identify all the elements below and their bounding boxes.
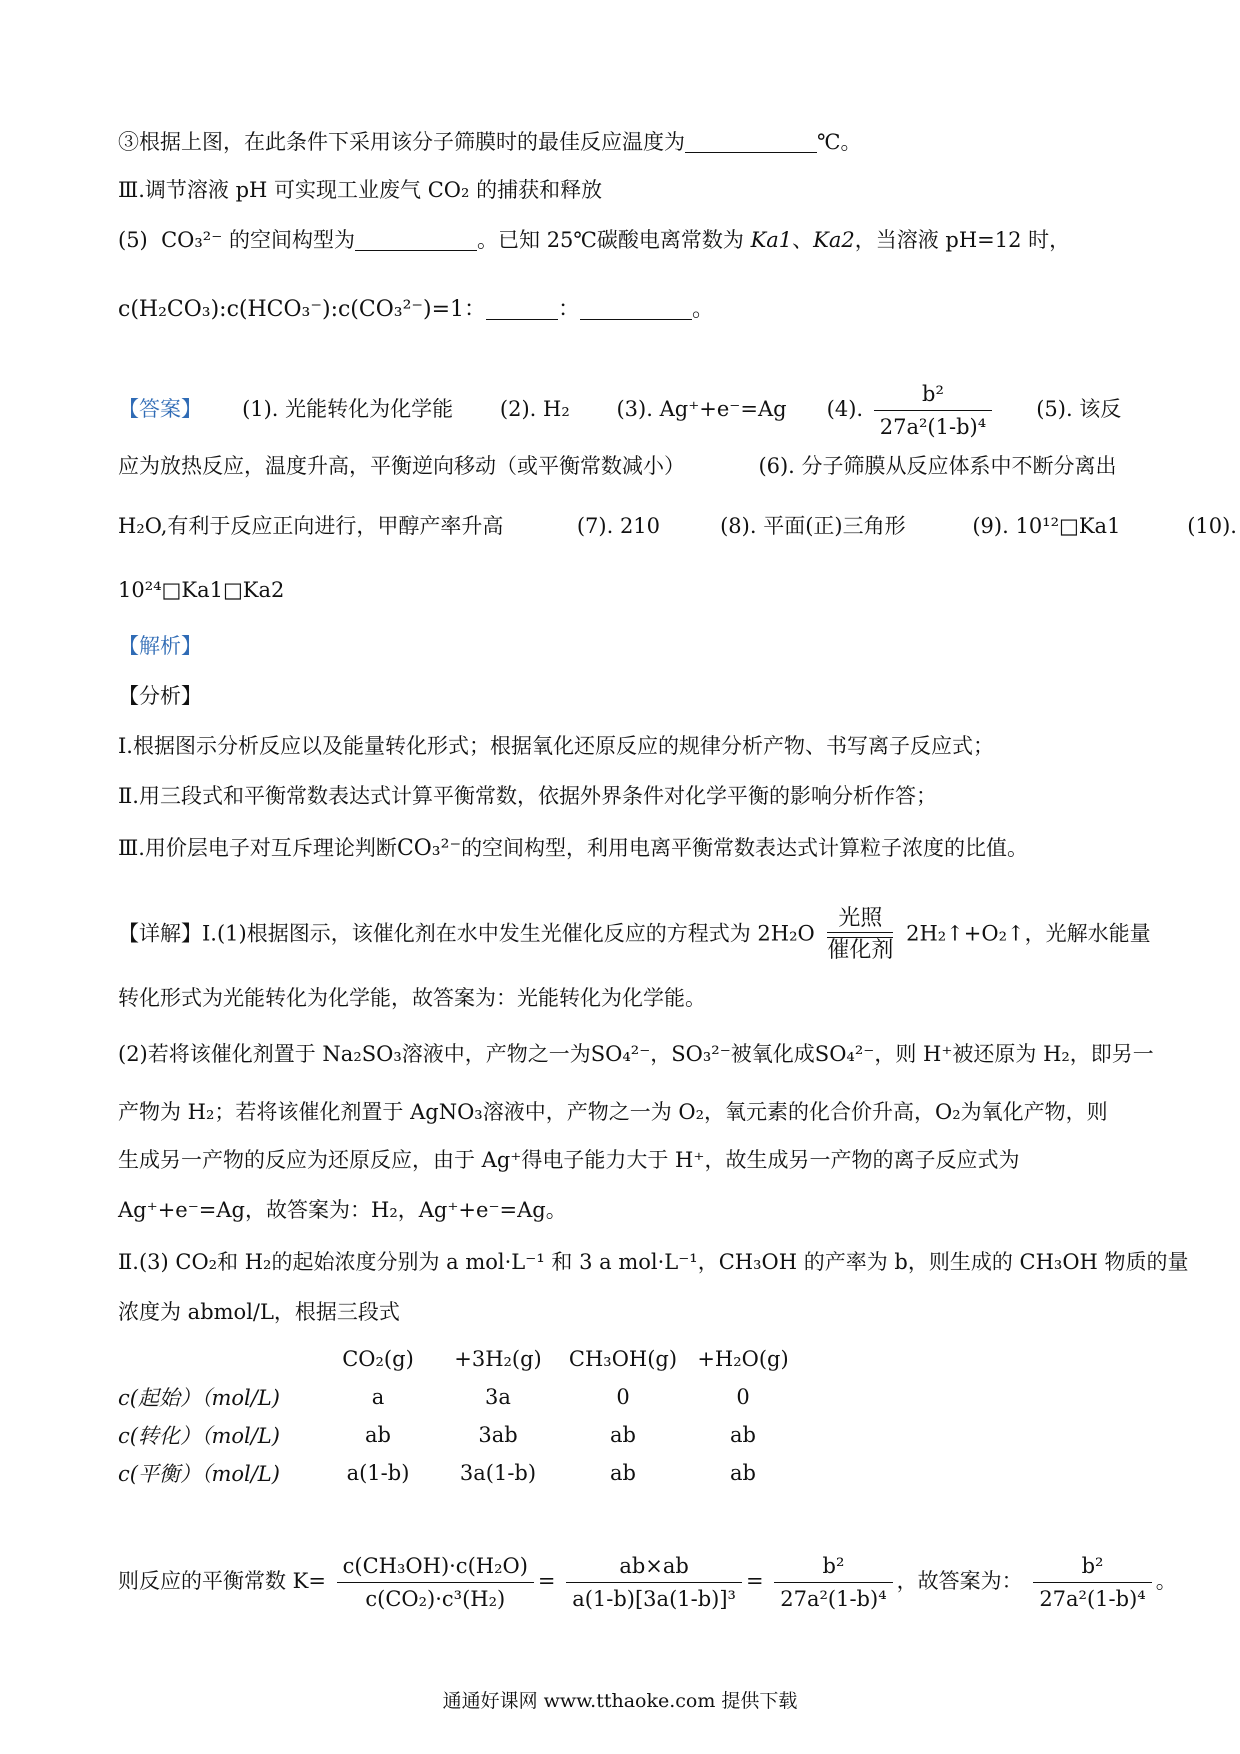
- table-cell: ab: [365, 1423, 391, 1447]
- table-cell: a: [371, 1385, 385, 1409]
- fraction-denominator: c(CO₂)·c³(H₂): [365, 1587, 506, 1611]
- table-header-cell: +3H₂(g): [454, 1347, 542, 1371]
- k-fraction-result: [774, 1552, 892, 1613]
- carbonate-species: CO₃²⁻: [396, 836, 462, 861]
- fraction-denominator: 27a²(1-b)⁴: [780, 1587, 887, 1611]
- row-label: c(转化）（mol/L): [118, 1424, 280, 1448]
- analysis-tag: 【解析】: [118, 634, 202, 658]
- detail-tag: 【详解】: [118, 921, 202, 946]
- table-cell: 0: [736, 1385, 750, 1409]
- table-header-cell: CH₃OH(g): [568, 1347, 678, 1371]
- detail-line-8: 浓度为 abmol/L，根据三段式: [118, 1300, 400, 1324]
- detail-text-1-end: 2H₂↑+O₂↑，光解水能量: [906, 921, 1151, 946]
- question-5-line: [118, 226, 1070, 254]
- table-cell: ab: [610, 1423, 636, 1447]
- ka2-symbol: Ka2: [813, 228, 855, 252]
- answer-3: (3). Ag⁺+e⁻=Ag: [616, 397, 787, 421]
- answer-blank: [685, 130, 817, 153]
- answer-line-1: [118, 380, 1121, 441]
- table-cell: 0: [616, 1385, 630, 1409]
- fraction-numerator: b²: [1033, 1552, 1151, 1583]
- answer-line-2: [118, 452, 1117, 480]
- table-header-cell: CO₂(g): [342, 1347, 414, 1371]
- question-3-unit: ℃。: [817, 130, 862, 154]
- section-3-heading: Ⅲ.调节溶液 pH 可实现工业废气 CO₂ 的捕获和释放: [118, 178, 603, 202]
- table-cell: 3a(1-b): [459, 1461, 537, 1485]
- question-5-text-3: ，当溶液 pH=12 时，: [854, 228, 1071, 252]
- answer-4-fraction: [874, 380, 992, 441]
- row-label: c(起始）（mol/L): [118, 1386, 280, 1410]
- equilibrium-mid: ，故答案为：: [896, 1569, 1023, 1593]
- answer-8: (8). 平面(正)三角形: [720, 514, 906, 538]
- fraction-numerator: b²: [774, 1552, 892, 1583]
- row-label: c(平衡）（mol/L): [118, 1462, 280, 1486]
- fraction-numerator: c(CH₃OH)·c(H₂O): [337, 1552, 534, 1583]
- answer-7: (7). 210: [576, 514, 661, 538]
- detail-line-1: [118, 906, 1151, 964]
- equilibrium-end: 。: [1155, 1569, 1177, 1593]
- table-row: [118, 1416, 798, 1454]
- ratio-end: 。: [692, 297, 715, 322]
- answer-6: (6). 分子筛膜从反应体系中不断分离出: [758, 454, 1117, 478]
- table-cell: ab: [730, 1423, 756, 1447]
- table-cell: 3ab: [478, 1423, 518, 1447]
- three-stage-table: [118, 1340, 798, 1492]
- answer-tag: 【答案】: [118, 397, 202, 421]
- ka1-symbol: Ka1: [750, 228, 793, 252]
- table-header-cell: [118, 1340, 318, 1378]
- fraction-denominator: 27a²(1-b)⁴: [1039, 1587, 1146, 1611]
- analysis-point-3-text-2: 的空间构型，利用电离平衡常数表达式计算粒子浓度的比值。: [461, 836, 1029, 860]
- separator: 、: [792, 228, 814, 252]
- detail-text-1: Ⅰ.(1)根据图示，该催化剂在水中发生光催化反应的方程式为 2H₂O: [202, 921, 815, 946]
- answer-10: (10).: [1187, 514, 1237, 538]
- answer-4: (4).: [826, 397, 864, 421]
- analysis-subheading: 【分析】: [118, 684, 202, 708]
- table-cell: a(1-b): [346, 1461, 410, 1485]
- answer-5: (5). 该反: [1036, 397, 1122, 421]
- detail-line-6: Ag⁺+e⁻=Ag，故答案为：H₂，Ag⁺+e⁻=Ag。: [118, 1198, 567, 1222]
- answer-blank: [355, 228, 477, 251]
- analysis-point-1: Ⅰ.根据图示分析反应以及能量转化形式；根据氧化还原反应的规律分析产物、书写离子反应式；: [118, 734, 994, 758]
- carbonate-species: CO₃²⁻: [161, 228, 223, 252]
- detail-line-4: 产物为 H₂；若将该催化剂置于 AgNO₃溶液中，产物之一为 O₂，氧元素的化合价升高，O₂为氧化产物，则: [118, 1100, 1108, 1124]
- question-5-number: (5): [118, 228, 148, 252]
- detail-line-3: (2)若将该催化剂置于 Na₂SO₃溶液中，产物之一为SO₄²⁻，SO₃²⁻被氧化成SO₄²⁻，则 H⁺被还原为 H₂，即另一: [118, 1042, 1154, 1066]
- question-3-line: [118, 128, 862, 156]
- table-row: [118, 1454, 798, 1492]
- answer-blank: [580, 297, 692, 320]
- fraction-denominator: a(1-b)[3a(1-b)]³: [572, 1587, 736, 1611]
- fraction-denominator: 27a²(1-b)⁴: [879, 415, 987, 439]
- ratio-line: [118, 296, 714, 324]
- table-header-cell: +H₂O(g): [697, 1347, 789, 1371]
- question-3-text: ③根据上图，在此条件下采用该分子筛膜时的最佳反应温度为: [118, 130, 685, 154]
- k-fraction-substituted: [566, 1552, 742, 1613]
- answer-5-continued: 应为放热反应，温度升高，平衡逆向移动（或平衡常数减小）: [118, 454, 685, 478]
- table-cell: ab: [730, 1461, 756, 1485]
- equilibrium-constant-line: 则反应的平衡常数 K= $\frac{\text{c(CH₃OH)·c(H₂O)}}{\text{c(CO₂)·c³(H₂)}}$ = $\frac{ab\times ab}{\text{a(1-b)[3a(1-b)]³}}$ = $\frac{\text{b²}}{\text{27a²(1-b)⁴}}$ ，故答案为： $\frac{\text{b²}}{\text{27a²(1-b)⁴}}$ 。: [118, 1554, 1177, 1611]
- ratio-expression: c(H₂CO₃):c(HCO₃⁻):c(CO₃²⁻)=1：: [118, 297, 487, 322]
- answer-1: (1). 光能转化为化学能: [242, 397, 454, 421]
- answer-blank: [486, 297, 558, 320]
- k-fraction-answer: [1033, 1552, 1151, 1613]
- reaction-arrow: [827, 906, 893, 964]
- detail-line-7: Ⅱ.(3) CO₂和 H₂的起始浓度分别为 a mol·L⁻¹ 和 3 a mol·L⁻¹，CH₃OH 的产率为 b，则生成的 CH₃OH 物质的量: [118, 1250, 1189, 1274]
- fraction-numerator: ab×ab: [566, 1552, 742, 1583]
- table-row: [118, 1378, 798, 1416]
- table-cell: 3a: [485, 1385, 511, 1409]
- answer-6-continued: H₂O,有利于反应正向进行，甲醇产率升高: [118, 514, 504, 538]
- page-footer: 通通好课网 www.tthaoke.com 提供下载: [442, 1690, 798, 1712]
- analysis-point-2: Ⅱ.用三段式和平衡常数表达式计算平衡常数，依据外界条件对化学平衡的影响分析作答；: [118, 784, 937, 808]
- arrow-condition-top: 光照: [838, 906, 883, 931]
- answer-9: (9). 10¹²□Ka1: [972, 514, 1121, 538]
- fraction-numerator: b²: [874, 380, 992, 411]
- answer-line-3: [118, 512, 1237, 540]
- equilibrium-lead: 则反应的平衡常数 K=: [118, 1569, 326, 1593]
- detail-line-5: 生成另一产物的反应为还原反应，由于 Ag⁺得电子能力大于 H⁺，故生成另一产物的离子反应式为: [118, 1148, 1020, 1172]
- table-header-row: [118, 1340, 798, 1378]
- answer-line-4: 10²⁴□Ka1□Ka2: [118, 578, 285, 602]
- question-5-text-1: 的空间构型为: [229, 228, 356, 252]
- k-fraction-definition: [337, 1552, 534, 1613]
- answer-2: (2). H₂: [499, 397, 570, 421]
- ratio-colon: ：: [558, 297, 581, 322]
- table-cell: ab: [610, 1461, 636, 1485]
- arrow-condition-bottom: 催化剂: [827, 938, 894, 963]
- analysis-point-3: [118, 834, 1028, 863]
- analysis-point-3-text: Ⅲ.用价层电子对互斥理论判断: [118, 836, 397, 860]
- question-5-text-2: 。已知 25℃碳酸电离常数为: [477, 228, 744, 252]
- detail-line-2: 转化形式为光能转化为化学能，故答案为：光能转化为化学能。: [118, 986, 706, 1010]
